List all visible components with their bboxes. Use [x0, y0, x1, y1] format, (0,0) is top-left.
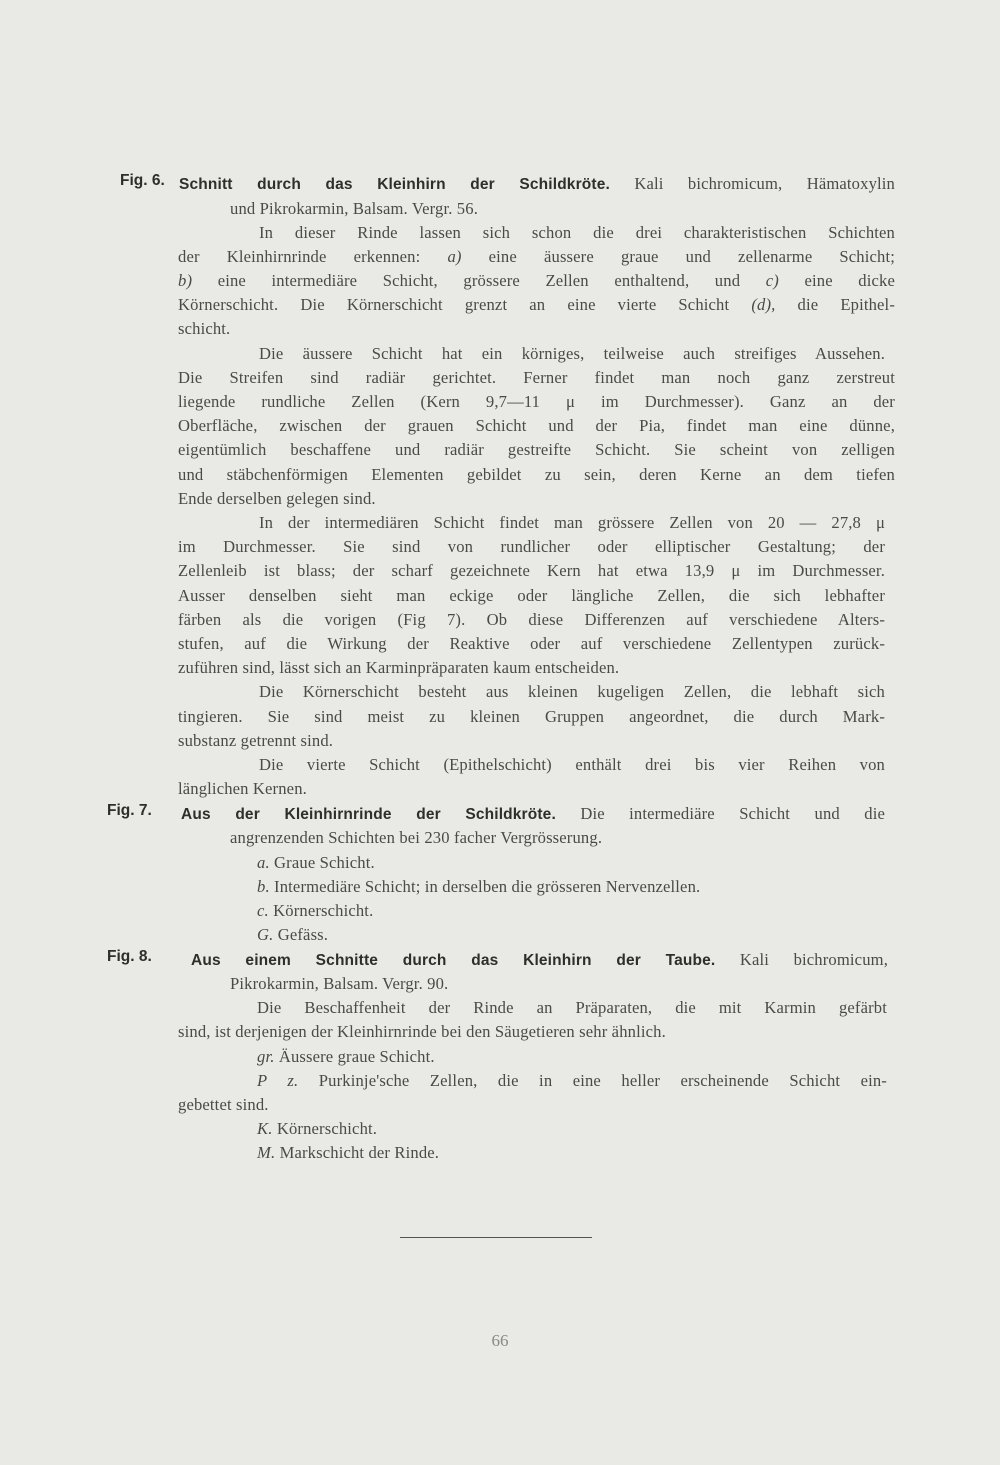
- fig6-line-3: In dieser Rinde lassen sich schon die drei charakteristischen Schichten: [259, 223, 895, 242]
- fig7-legend-item: a. Graue Schicht.: [257, 853, 375, 872]
- fig8-legend-item: K. Körnerschicht.: [257, 1119, 378, 1138]
- fig6-label: Fig. 6.: [120, 172, 165, 189]
- page-number: 66: [491, 1331, 509, 1350]
- fig6-title: Schnitt durch das Kleinhirn der Schildkröte.: [179, 176, 610, 193]
- fig8-line-2: Pikrokarmin, Balsam. Vergr. 90.: [230, 974, 449, 993]
- fig6-line-21: zuführen sind, lässt sich an Karminpräparaten kaum entscheiden.: [178, 658, 620, 677]
- fig6-line-9: Die Streifen sind radiär gerichtet. Ferner findet man noch ganz zerstreut: [178, 368, 895, 387]
- fig8-legend-item: M. Markschicht der Rinde.: [257, 1143, 440, 1162]
- fig6-line-14: Ende derselben gelegen sind.: [178, 489, 376, 508]
- fig7-legend-item: c. Körnerschicht.: [257, 901, 374, 920]
- fig6-line-13: und stäbchenförmigen Elementen gebildet zu sein, deren Kerne an dem tiefen: [178, 465, 895, 484]
- fig8-legend-item: P z. Purkinje'sche Zellen, die in eine heller erscheinende Schicht ein-: [257, 1071, 887, 1090]
- fig6-line-16: im Durchmesser. Sie sind von rundlicher oder elliptischer Gestaltung; der: [178, 537, 885, 556]
- fig6-line-24: substanz getrennt sind.: [178, 731, 334, 750]
- fig6-line-5: b) eine intermediäre Schicht, grössere Zellen enthaltend, und c) eine dicke: [178, 271, 895, 290]
- fig6-line-25: Die vierte Schicht (Epithelschicht) enthält drei bis vier Reihen von: [259, 755, 885, 774]
- fig6-line-8: Die äussere Schicht hat ein körniges, teilweise auch streifiges Aussehen.: [259, 344, 885, 363]
- fig6-line-6: Körnerschicht. Die Körnerschicht grenzt an eine vierte Schicht (d), die Epithel-: [178, 295, 895, 314]
- fig7-label: Fig. 7.: [107, 802, 152, 819]
- fig6-line-26: länglichen Kernen.: [178, 779, 307, 798]
- fig6-line-7: schicht.: [178, 319, 231, 338]
- fig6-line-22: Die Körnerschicht besteht aus kleinen kugeligen Zellen, die lebhaft sich: [259, 682, 885, 701]
- fig7-caption-line-1: Aus der Kleinhirnrinde der Schildkröte. Die intermediäre Schicht und die: [181, 804, 885, 823]
- fig6-line-4: der Kleinhirnrinde erkennen: a) eine äussere graue und zellenarme Schicht;: [178, 247, 895, 266]
- fig6-line-19: färben als die vorigen (Fig 7). Ob diese Differenzen auf verschiedene Alters-: [178, 610, 885, 629]
- fig6-line-18: Ausser denselben sieht man eckige oder längliche Zellen, die sich lebhafter: [178, 586, 885, 605]
- fig7-legend-item: G. Gefäss.: [257, 925, 329, 944]
- fig6-line-11: Oberfläche, zwischen der grauen Schicht und der Pia, findet man eine dünne,: [178, 416, 895, 435]
- fig7-title: Aus der Kleinhirnrinde der Schildkröte.: [181, 806, 556, 823]
- fig8-label: Fig. 8.: [107, 948, 152, 965]
- fig6-line-20: stufen, auf die Wirkung der Reaktive oder auf verschiedene Zellentypen zurück-: [178, 634, 885, 653]
- fig7-line-2: angrenzenden Schichten bei 230 facher Vergrösserung.: [230, 828, 603, 847]
- fig6-line-2: und Pikrokarmin, Balsam. Vergr. 56.: [230, 199, 478, 218]
- fig8-caption-line-1: Aus einem Schnitte durch das Kleinhirn der Taube. Kali bichromicum,: [191, 950, 888, 969]
- fig6-line-10: liegende rundliche Zellen (Kern 9,7—11 μ im Durchmesser). Ganz an der: [178, 392, 895, 411]
- fig6-caption-line-1: Schnitt durch das Kleinhirn der Schildkröte. Kali bichromicum, Hämatoxylin: [179, 174, 895, 193]
- fig8-legend-item: gr. Äussere graue Schicht.: [257, 1047, 435, 1066]
- fig8-line-4: sind, ist derjenigen der Kleinhirnrinde bei den Säugetieren sehr ähnlich.: [178, 1022, 666, 1041]
- fig8-title: Aus einem Schnitte durch das Kleinhirn der Taube.: [191, 952, 716, 969]
- fig8-legend-item-continued: gebettet sind.: [178, 1095, 269, 1114]
- fig6-line-12: eigentümlich beschaffene und radiär gestreifte Schicht. Sie scheint von zelligen: [178, 440, 895, 459]
- fig8-line-3: Die Beschaffenheit der Rinde an Präparaten, die mit Karmin gefärbt: [257, 998, 887, 1017]
- fig6-line-15: In der intermediären Schicht findet man grössere Zellen von 20 — 27,8 μ: [259, 513, 885, 532]
- fig7-legend-item: b. Intermediäre Schicht; in derselben die grösseren Nervenzellen.: [257, 877, 701, 896]
- fig6-line-23: tingieren. Sie sind meist zu kleinen Gruppen angeordnet, die durch Mark-: [178, 707, 885, 726]
- separator-rule: [400, 1237, 592, 1238]
- fig6-line-17: Zellenleib ist blass; der scharf gezeichnete Kern hat etwa 13,9 μ im Durchmesser.: [178, 561, 885, 580]
